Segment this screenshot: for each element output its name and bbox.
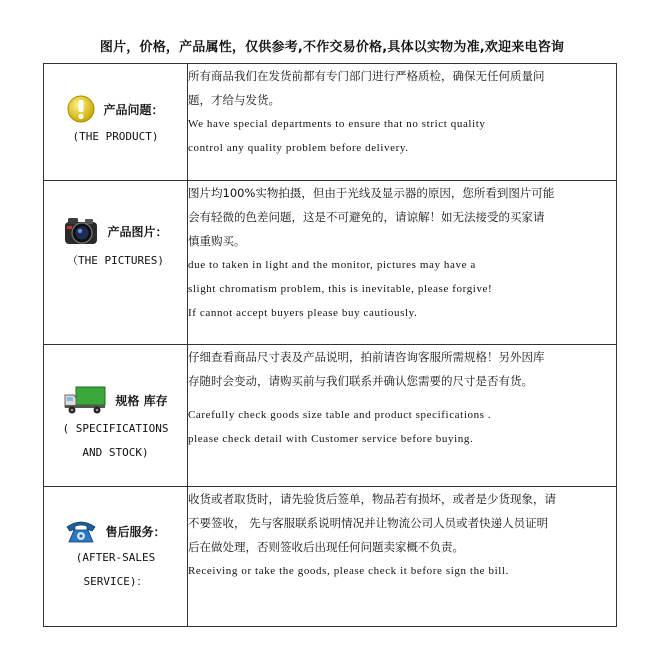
row-title-cn: 产品问题：: [103, 102, 164, 117]
row-content-cell: [188, 64, 617, 181]
table-row-pictures: [44, 181, 617, 345]
table-row-product: [44, 64, 617, 181]
row-title-cn: 售后服务：: [105, 524, 166, 539]
row-label-cell: [44, 345, 188, 487]
row-label-cell: [44, 181, 188, 345]
row-title-cn: 规格 库存: [115, 393, 168, 408]
row-text-cn: 所有商品我们在发货前都有专门部门进行严格质检，确保无任何质量问 题，才给与发货。: [188, 69, 545, 107]
row-text-en: Carefully check goods size table and product specifications . please check detail with Customer service before buying.: [188, 409, 492, 445]
row-text-en: Receiving or take the goods, please check it before sign the bill.: [188, 565, 509, 577]
page-header: 图片，价格，产品属性，仅供参考,不作交易价格,具体以实物为准,欢迎来电咨询: [99, 40, 565, 55]
row-text-en: We have special departments to ensure that no strict quality control any quality problem before delivery.: [188, 118, 486, 154]
row-text-cn: 仔细查看商品尺寸表及产品说明，拍前请咨询客服所需规格！另外因库 存随时会变动，请购买前与我们联系并确认您需要的尺寸是否有货。: [188, 350, 545, 388]
row-title-en: (AFTER-SALES SERVICE)：: [75, 551, 156, 588]
table-row-specifications: [44, 345, 617, 487]
row-title-en: （THE PICTURES): [66, 254, 165, 267]
row-content-cell: [188, 487, 617, 627]
truck-icon: [63, 385, 107, 415]
exclamation-icon: [67, 95, 95, 123]
row-label-cell: [44, 64, 188, 181]
row-text-cn: 收货或者取货时，请先验货后签单，物品若有损坏，或者是少货现象，请 不要签收， 先与客服联系说明情况并让物流公司人员或者快递人员证明 后在做处理，否则签收后出现任何问题卖家概不负责。: [188, 492, 556, 554]
row-text-en: due to taken in light and the monitor, pictures may have a slight chromatism problem, this is inevitable, please forgive! If cannot accept buyers please buy cautiously.: [188, 259, 493, 319]
row-content-cell: [188, 181, 617, 345]
telephone-icon: [65, 518, 97, 544]
camera-icon: [63, 215, 99, 247]
row-title-en: (THE PRODUCT): [72, 130, 159, 143]
row-title-en: ( SPECIFICATIONS AND STOCK): [62, 422, 169, 459]
row-title-cn: 产品图片：: [107, 224, 168, 239]
row-label-cell: [44, 487, 188, 627]
row-text-cn: 图片均100%实物拍摄，但由于光线及显示器的原因，您所看到图片可能 会有轻微的色差问题，这是不可避免的，请谅解！如无法接受的买家请 慎重购买。: [188, 186, 555, 248]
info-table: [43, 63, 617, 627]
row-content-cell: [188, 345, 617, 487]
table-row-after-sales: [44, 487, 617, 627]
